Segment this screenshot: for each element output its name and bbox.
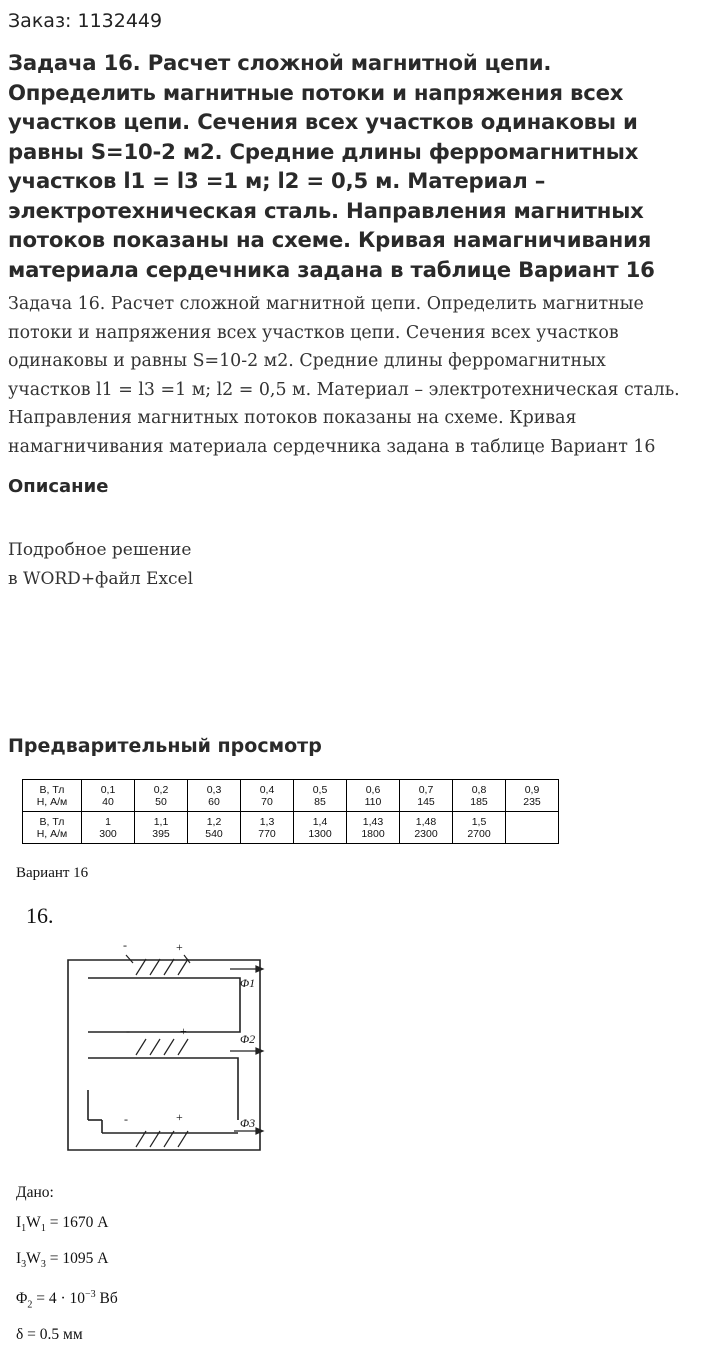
- table-cell: 0,9 235: [506, 780, 559, 812]
- title-line: материала сердечника задана в таблице Вариант 16: [8, 256, 655, 282]
- table-cell: 0,1 40: [82, 780, 135, 812]
- variant-label: Вариант 16: [16, 865, 89, 881]
- plus-sign: +: [176, 940, 183, 954]
- table-cell: 0,6 110: [347, 780, 400, 812]
- table-cell: 0,5 85: [294, 780, 347, 812]
- table-cell: 1,43 1800: [347, 812, 400, 844]
- description-line: Подробное решение: [8, 540, 192, 560]
- table-cell: 1,5 2700: [453, 812, 506, 844]
- task-title: [8, 48, 698, 284]
- title-line: равны S=10-2 м2. Средние длины ферромагнитных: [8, 138, 639, 164]
- table-cell: 0,3 60: [188, 780, 241, 812]
- title-line: потоков показаны на схеме. Кривая намагничивания: [8, 227, 652, 252]
- row-header: В, Тл Н, А/м: [23, 812, 82, 844]
- title-line: участков цепи. Сечения всех участков одинаковы и: [8, 109, 638, 134]
- table-cell: [506, 812, 559, 844]
- given-delta: δ = 0.5 мм: [16, 1326, 83, 1344]
- given-phi2: $\Phi_2 = 4 \cdot 10^{-3}$ Вб: [16, 1289, 118, 1311]
- title-line: электротехническая сталь. Направления магнитных: [8, 197, 644, 223]
- description-heading: Описание: [8, 476, 109, 497]
- phi2-label: Φ2: [240, 1032, 256, 1046]
- minus-sign: -: [126, 1024, 130, 1038]
- paragraph-line: одинаковы и равны S=10-2 м2. Средние длины ферромагнитных: [8, 351, 606, 372]
- figure-number: 16.: [26, 903, 54, 928]
- table-row: [23, 780, 559, 812]
- table-cell: 1,2 540: [188, 812, 241, 844]
- table-cell: 1,48 2300: [400, 812, 453, 844]
- given-data: [16, 1178, 118, 1350]
- order-number: Заказ: 1132449: [8, 10, 163, 32]
- minus-sign: -: [123, 938, 127, 952]
- paragraph-line: Задача 16. Расчет сложной магнитной цепи. Определить магнитные: [8, 294, 644, 314]
- given-heading: Дано:: [16, 1184, 54, 1201]
- table-cell: 0,8 185: [453, 780, 506, 812]
- table-cell: 1,3 770: [241, 812, 294, 844]
- preview-heading: Предварительный просмотр: [8, 735, 322, 757]
- paragraph-line: потоки и напряжения всех участков цепи. Сечения всех участков: [8, 322, 619, 343]
- paragraph-line: намагничивания материала сердечника задана в таблице Вариант 16: [8, 436, 656, 457]
- table-cell: 0,2 50: [135, 780, 188, 812]
- table-row: [23, 812, 559, 844]
- plus-sign: +: [176, 1110, 183, 1124]
- phi1-label: Φ1: [240, 976, 256, 990]
- title-line: Задача 16. Расчет сложной магнитной цепи.: [8, 50, 552, 75]
- minus-sign: -: [124, 1112, 128, 1126]
- table-cell: 1,4 1300: [294, 812, 347, 844]
- plus-sign: +: [180, 1024, 187, 1038]
- phi3-label: Φ3: [240, 1116, 256, 1130]
- table-cell: 1,1 395: [135, 812, 188, 844]
- lower-window: [88, 1058, 238, 1120]
- magnetic-circuit-diagram: [60, 935, 290, 1155]
- title-line: Определить магнитные потоки и напряжения всех: [8, 79, 624, 105]
- given-i1w1: $I_1W_1 = 1670$ А: [16, 1214, 109, 1235]
- description-text: [8, 536, 193, 594]
- task-paragraph: [8, 290, 698, 462]
- upper-window: [88, 978, 240, 1032]
- bh-curve-table: [22, 779, 559, 844]
- table-cell: 0,4 70: [241, 780, 294, 812]
- table-cell: 0,7 145: [400, 780, 453, 812]
- paragraph-line: Направления магнитных потоков показаны на схеме. Кривая: [8, 408, 577, 429]
- row-header: В, Тл Н, А/м: [23, 780, 82, 812]
- table-cell: 1 300: [82, 812, 135, 844]
- title-line: участков l1 = l3 =1 м; l2 = 0,5 м. Материал –: [8, 168, 546, 193]
- paragraph-line: участков l1 = l3 =1 м; l2 = 0,5 м. Материал – электротехническая сталь.: [8, 379, 680, 400]
- given-i3w3: $I_3W_3 = 1095$ А: [16, 1250, 109, 1271]
- description-line: в WORD+файл Excel: [8, 569, 194, 589]
